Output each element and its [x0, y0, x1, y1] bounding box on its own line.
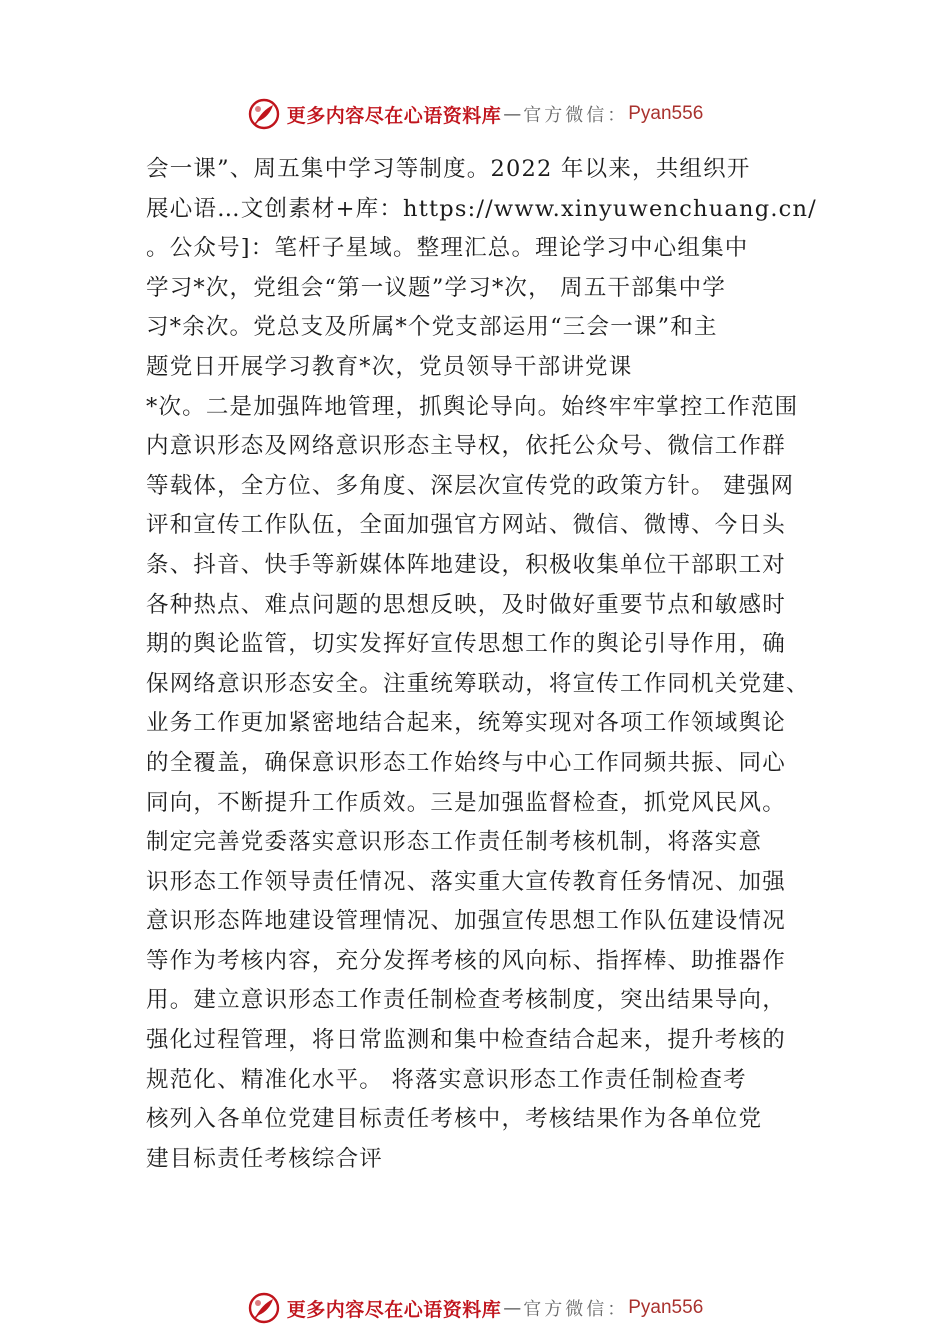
- body-line: 等作为考核内容，充分发挥考核的风向标、指挥棒、助推器作: [146, 947, 786, 974]
- footer-site-name: 更多内容尽在心语资料库: [286, 1298, 502, 1321]
- body-line: 期的舆论监管，切实发挥好宣传思想工作的舆论引导作用，确: [146, 631, 786, 658]
- header-wechat-label: 官方微信：: [523, 105, 629, 126]
- header-separator: —: [503, 103, 522, 125]
- body-line: 展心语…文创素材+库：https://www.xinyuwenchuang.cn/: [146, 195, 817, 222]
- body-line: 的全覆盖，确保意识形态工作始终与中心工作同频共振、同心: [146, 749, 786, 776]
- body-line: 条、抖音、快手等新媒体阵地建设，积极收集单位干部职工对: [146, 551, 786, 578]
- header-site-name: 更多内容尽在心语资料库: [286, 104, 502, 127]
- document-body: [146, 150, 836, 1179]
- body-line: 评和宣传工作队伍，全面加强官方网站、微信、微博、今日头: [146, 512, 786, 539]
- header-watermark-banner: [0, 94, 950, 134]
- body-line: 建目标责任考核综合评: [146, 1145, 384, 1172]
- footer-wechat-id: Pyan556: [628, 1297, 704, 1318]
- body-line: 会一课”、周五集中学习等制度。2022 年以来，共组织开: [146, 156, 751, 182]
- body-line: 保网络意识形态安全。注重统筹联动，将宣传工作同机关党建、: [146, 670, 810, 697]
- body-line: 意识形态阵地建设管理情况、加强宣传思想工作队伍建设情况: [146, 908, 786, 935]
- body-line: 用。建立意识形态工作责任制检查考核制度，突出结果导向，: [146, 987, 786, 1014]
- feather-pen-logo-icon: [247, 97, 281, 131]
- body-line: 核列入各单位党建目标责任考核中，考核结果作为各单位党: [146, 1106, 763, 1133]
- body-line: 规范化、精准化水平。 将落实意识形态工作责任制检查考: [146, 1066, 747, 1093]
- header-wechat-id: Pyan556: [628, 103, 704, 124]
- body-line: 强化过程管理，将日常监测和集中检查结合起来，提升考核的: [146, 1027, 786, 1054]
- body-line: 等载体，全方位、多角度、深层次宣传党的政策方针。 建强网: [146, 472, 795, 499]
- body-line: 学习*次，党组会“第一议题”学习*次， 周五干部集中学: [146, 274, 727, 301]
- footer-wechat-label: 官方微信：: [523, 1299, 629, 1320]
- body-line: 。公众号]：笔杆子星域。整理汇总。理论学习中心组集中: [146, 235, 749, 262]
- body-line: 制定完善党委落实意识形态工作责任制考核机制，将落实意: [146, 829, 763, 856]
- body-line: 内意识形态及网络意识形态主导权，依托公众号、微信工作群: [146, 433, 786, 460]
- body-line: 业务工作更加紧密地结合起来，统筹实现对各项工作领域舆论: [146, 710, 786, 737]
- body-line: 题党日开展学习教育*次，党员领导干部讲党课: [146, 353, 633, 380]
- body-line: 习*余次。党总支及所属*个党支部运用“三会一课”和主: [146, 314, 718, 341]
- footer-watermark-banner: [0, 1288, 950, 1328]
- body-line: 各种热点、难点问题的思想反映，及时做好重要节点和敏感时: [146, 591, 786, 618]
- body-line: 同向，不断提升工作质效。三是加强监督检查，抓党风民风。: [146, 789, 786, 816]
- body-line: *次。二是加强阵地管理，抓舆论导向。始终牢牢掌控工作范围: [146, 393, 799, 420]
- feather-pen-logo-icon: [247, 1291, 281, 1325]
- footer-separator: —: [503, 1297, 522, 1319]
- body-line: 识形态工作领导责任情况、落实重大宣传教育任务情况、加强: [146, 868, 786, 895]
